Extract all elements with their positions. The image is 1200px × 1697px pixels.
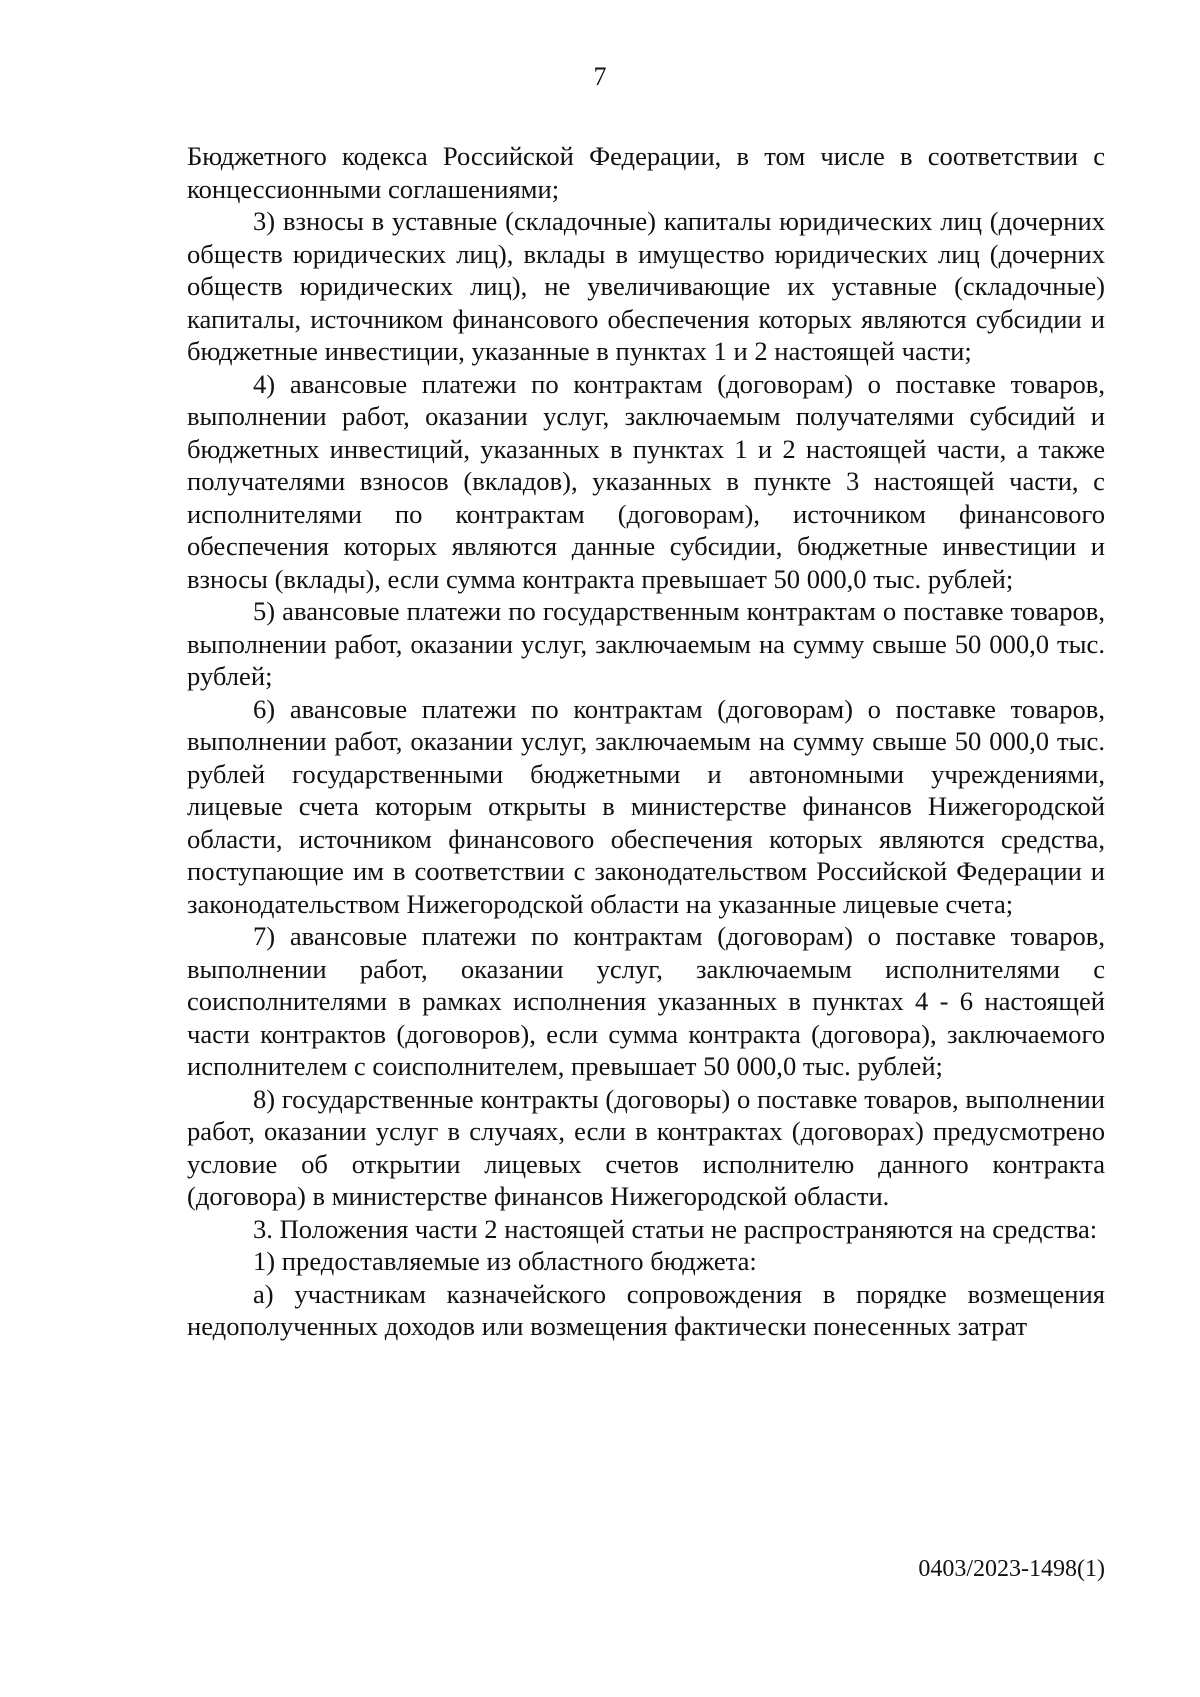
paragraph-continuation: Бюджетного кодекса Российской Федерации, в том числе в соответствии с концессионными соглашениями; — [187, 141, 1105, 204]
paragraph-part-3-item-1: 1) предоставляемые из областного бюджета: — [253, 1246, 757, 1276]
paragraph-item-6: 6) авансовые платежи по контрактам (договорам) о поставке товаров, выполнении работ, оказании услуг, заключаемым на сумму свыше 50 000,0 тыс. рублей государственными бюджетными и автономными учреждениями, лицевые счета которым открыты в министерстве финансов Нижегородской области, источником финансового обеспечения которых являются средства, поступающие им в соответствии с законодательством Российской Федерации и законодательством Нижегородской области на указанные лицевые счета; — [187, 693, 1105, 919]
paragraph-part-3: 3. Положения части 2 настоящей статьи не распространяются на средства: — [253, 1213, 1098, 1244]
paragraph-item-5: 5) авансовые платежи по государственным контрактам о поставке товаров, выполнении работ, оказании услуг, заключаемым на сумму свыше 50 000,0 тыс. рублей; — [187, 596, 1105, 691]
document-body — [187, 140, 1105, 1343]
document-registration-number: 0403/2023-1498(1) — [918, 1556, 1105, 1582]
paragraph-part-3-item-1a: а) участникам казначейского сопровождения в порядке возмещения недополученных доходов или возмещения фактически понесенных затрат — [187, 1278, 1105, 1341]
paragraph-item-7: 7) авансовые платежи по контрактам (договорам) о поставке товаров, выполнении работ, оказании услуг, заключаемым исполнителями с соисполнителями в рамках исполнения указанных в пунктах 4 - 6 настоящей части контрактов (договоров), если сумма контракта (договора), заключаемого исполнителем с соисполнителем, превышает 50 000,0 тыс. рублей; — [187, 921, 1105, 1081]
paragraph-item-3: 3) взносы в уставные (складочные) капиталы юридических лиц (дочерних обществ юридических лиц), вклады в имущество юридических лиц (дочерних обществ юридических лиц), не увеличивающие их уставные (складочные) капиталы, источником финансового обеспечения которых являются субсидии и бюджетные инвестиции, указанные в пунктах 1 и 2 настоящей части; — [187, 206, 1105, 366]
page-number: 7 — [593, 62, 607, 91]
paragraph-item-4: 4) авансовые платежи по контрактам (договорам) о поставке товаров, выполнении работ, оказании услуг, заключаемым получателями субсидий и бюджетных инвестиций, указанных в пунктах 1 и 2 настоящей части, а также получателями взносов (вкладов), указанных в пункте 3 настоящей части, с исполнителями по контрактам (договорам), источником финансового обеспечения которых являются данные субсидии, бюджетные инвестиции и взносы (вклады), если сумма контракта превышает 50 000,0 тыс. рублей; — [187, 368, 1105, 594]
paragraph-item-8: 8) государственные контракты (договоры) о поставке товаров, выполнении работ, оказании услуг в случаях, если в контрактах (договорах) предусмотрено условие об открытии лицевых счетов исполнителю данного контракта (договора) в министерстве финансов Нижегородской области. — [187, 1083, 1105, 1211]
